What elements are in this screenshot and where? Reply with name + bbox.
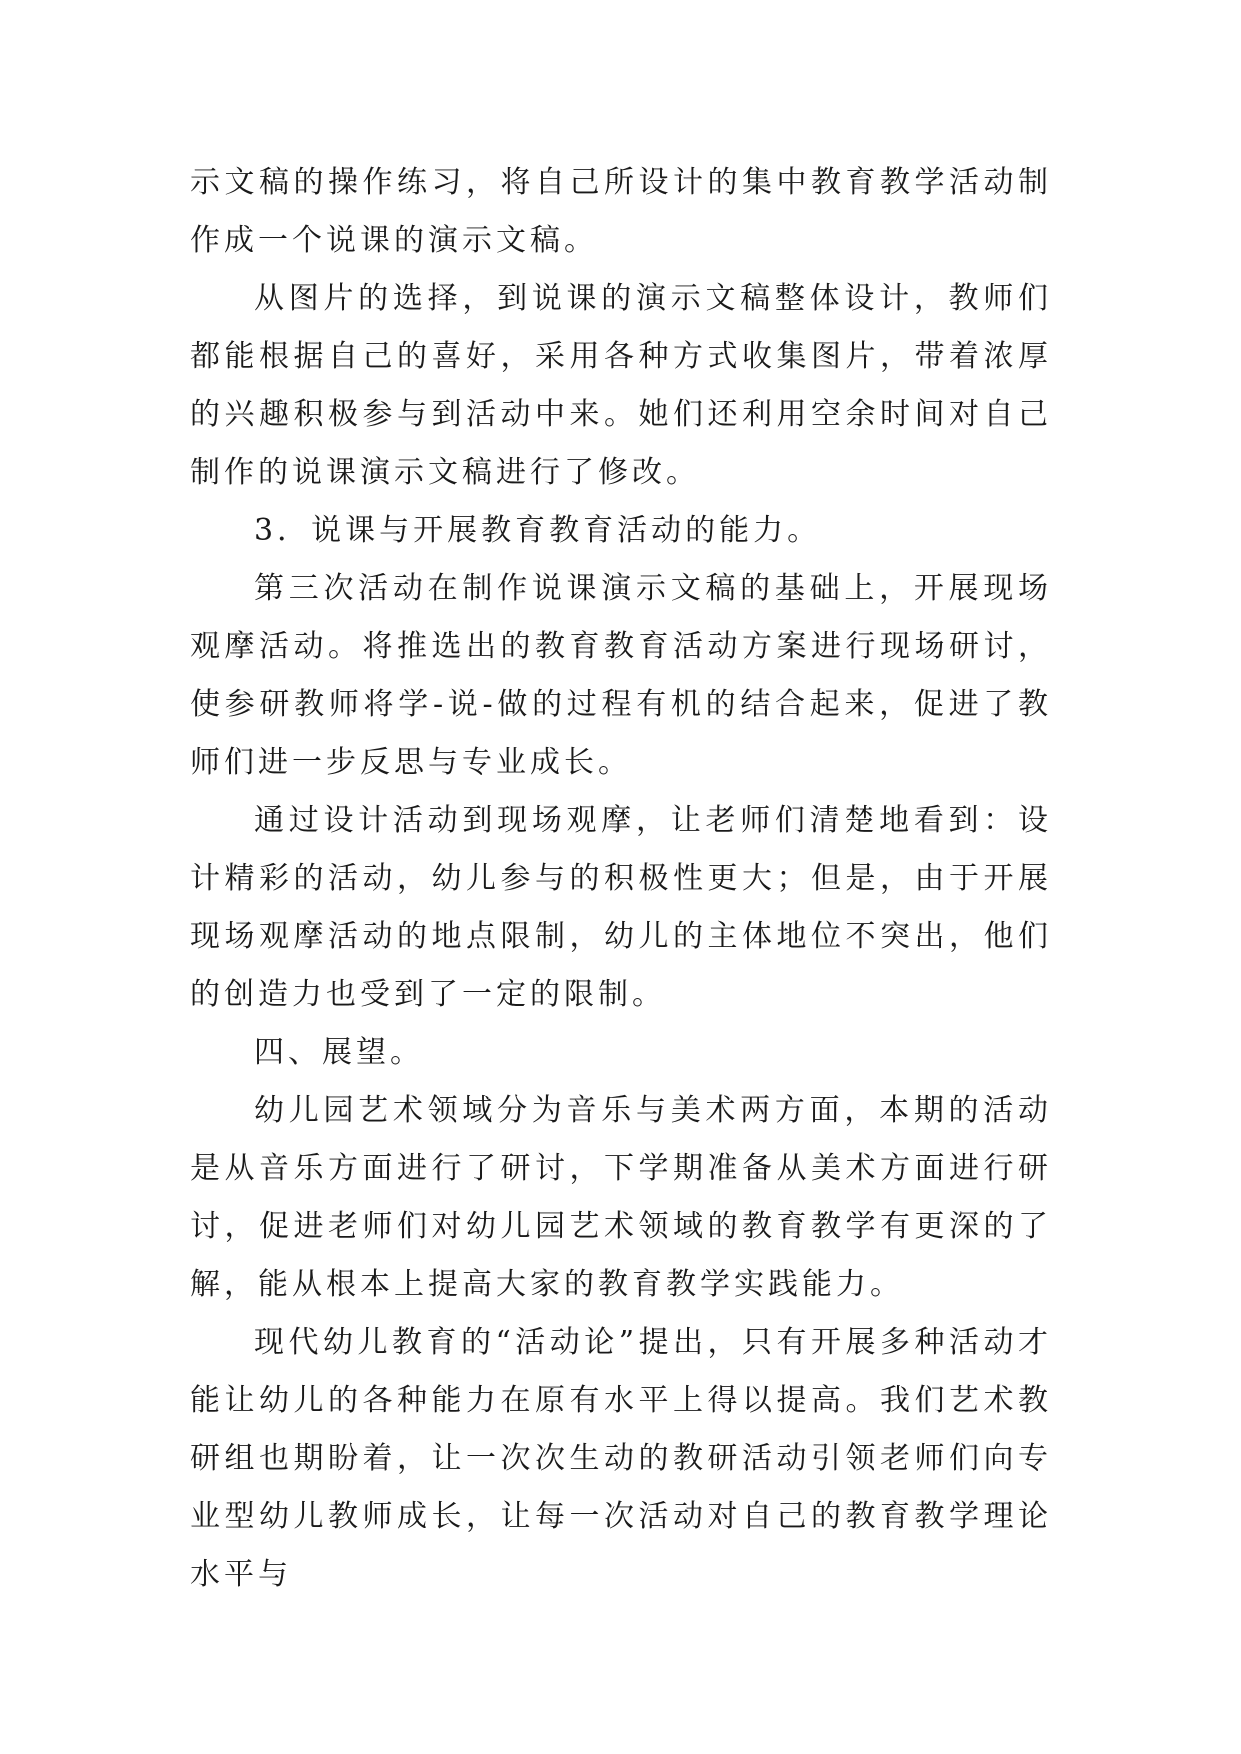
section-heading: 3．说课与开展教育教育活动的能力。	[254, 513, 822, 548]
paragraph: 第三次活动在制作说课演示文稿的基础上，开展现场观摩活动。将推选出的教育教育活动方案进行现场研讨，使参研教师将学-说-做的过程有机的结合起来，促进了教师们进一步反思与专业成长。	[190, 571, 1052, 780]
paragraph: 通过设计活动到现场观摩，让老师们清楚地看到：设计精彩的活动，幼儿参与的积极性更大；但是，由于开展现场观摩活动的地点限制，幼儿的主体地位不突出，他们的创造力也受到了一定的限制。	[190, 803, 1052, 1012]
paragraph: 从图片的选择，到说课的演示文稿整体设计，教师们都能根据自己的喜好，采用各种方式收集图片，带着浓厚的兴趣积极参与到活动中来。她们还利用空余时间对自己制作的说课演示文稿进行了修改。	[190, 281, 1052, 490]
section-heading: 四、展望。	[254, 1035, 424, 1070]
paragraph: 现代幼儿教育的“活动论”提出，只有开展多种活动才能让幼儿的各种能力在原有水平上得以提高。我们艺术教研组也期盼着，让一次次生动的教研活动引领老师们向专业型幼儿教师成长，让每一次活动对自己的教育教学理论水平与	[190, 1325, 1052, 1592]
paragraph: 示文稿的操作练习，将自己所设计的集中教育教学活动制作成一个说课的演示文稿。	[190, 165, 1052, 258]
paragraph: 幼儿园艺术领域分为音乐与美术两方面，本期的活动是从音乐方面进行了研讨，下学期准备从美术方面进行研讨，促进老师们对幼儿园艺术领域的教育教学有更深的了解，能从根本上提高大家的教育教学实践能力。	[190, 1093, 1052, 1302]
document-body	[190, 154, 1052, 1604]
